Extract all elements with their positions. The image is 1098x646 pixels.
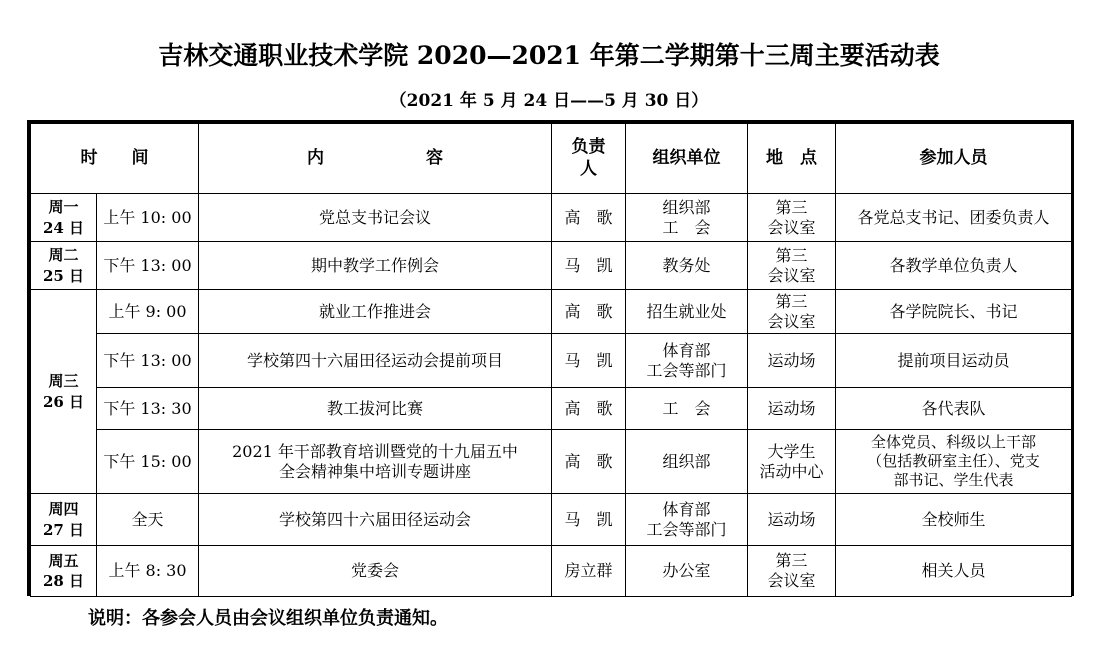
owner-cell: 马 凯 [552, 334, 626, 388]
place-cell: 运动场 [748, 334, 836, 388]
schedule-table [30, 123, 1072, 597]
time-cell: 下午 13: 30 [97, 388, 199, 430]
header-time: 时 间 [31, 124, 199, 194]
table-row [31, 242, 1072, 290]
owner-cell: 高 歌 [552, 194, 626, 242]
org-cell: 组织部 工 会 [626, 194, 748, 242]
owner-cell: 高 歌 [552, 290, 626, 334]
day-cell: 周二 25 日 [31, 242, 97, 290]
org-cell: 办公室 [626, 546, 748, 597]
content-cell: 就业工作推进会 [199, 290, 552, 334]
place-cell: 大学生 活动中心 [748, 430, 836, 494]
participants-cell: 各教学单位负责人 [836, 242, 1072, 290]
table-row [31, 494, 1072, 546]
participants-cell: 各代表队 [836, 388, 1072, 430]
table-row [31, 430, 1072, 494]
participants-cell: 提前项目运动员 [836, 334, 1072, 388]
header-participants: 参加人员 [836, 124, 1072, 194]
participants-cell: 各学院院长、书记 [836, 290, 1072, 334]
org-cell: 组织部 [626, 430, 748, 494]
header-org: 组织单位 [626, 124, 748, 194]
time-cell: 下午 13: 00 [97, 334, 199, 388]
participants-cell: 全体党员、科级以上干部 （包括教研室主任）、党支 部书记、学生代表 [836, 430, 1072, 494]
place-cell: 第三 会议室 [748, 194, 836, 242]
footnote: 说明：各参会人员由会议组织单位负责通知。 [88, 608, 448, 629]
participants-cell: 全校师生 [836, 494, 1072, 546]
place-cell: 第三 会议室 [748, 290, 836, 334]
table-row [31, 194, 1072, 242]
content-cell: 学校第四十六届田径运动会 [199, 494, 552, 546]
content-cell: 党委会 [199, 546, 552, 597]
time-cell: 全天 [97, 494, 199, 546]
content-cell: 期中教学工作例会 [199, 242, 552, 290]
time-cell: 上午 10: 00 [97, 194, 199, 242]
content-cell: 学校第四十六届田径运动会提前项目 [199, 334, 552, 388]
day-cell: 周五 28 日 [31, 546, 97, 597]
owner-cell: 马 凯 [552, 242, 626, 290]
owner-cell: 马 凯 [552, 494, 626, 546]
day-cell: 周四 27 日 [31, 494, 97, 546]
header-row [31, 124, 1072, 194]
content-cell: 教工拔河比赛 [199, 388, 552, 430]
table-row [31, 334, 1072, 388]
org-cell: 工 会 [626, 388, 748, 430]
table-row [31, 546, 1072, 597]
time-cell: 上午 9: 00 [97, 290, 199, 334]
day-cell: 周三 26 日 [31, 290, 97, 494]
org-cell: 招生就业处 [626, 290, 748, 334]
day-cell: 周一 24 日 [31, 194, 97, 242]
content-cell: 2021 年干部教育培训暨党的十九届五中 全会精神集中培训专题讲座 [199, 430, 552, 494]
owner-cell: 高 歌 [552, 388, 626, 430]
place-cell: 第三 会议室 [748, 242, 836, 290]
time-cell: 下午 13: 00 [97, 242, 199, 290]
owner-cell: 高 歌 [552, 430, 626, 494]
page-title: 吉林交通职业技术学院 2020—2021 年第二学期第十三周主要活动表 [158, 41, 940, 70]
table-row [31, 388, 1072, 430]
org-cell: 教务处 [626, 242, 748, 290]
header-content: 内 容 [199, 124, 552, 194]
header-place: 地 点 [748, 124, 836, 194]
table-row [31, 290, 1072, 334]
org-cell: 体育部 工会等部门 [626, 334, 748, 388]
date-range: （2021 年 5 月 24 日——5 月 30 日） [389, 91, 709, 111]
header-owner: 负责人 [552, 124, 626, 194]
owner-cell: 房立群 [552, 546, 626, 597]
place-cell: 运动场 [748, 494, 836, 546]
place-cell: 运动场 [748, 388, 836, 430]
participants-cell: 各党总支书记、团委负责人 [836, 194, 1072, 242]
content-cell: 党总支书记会议 [199, 194, 552, 242]
participants-cell: 相关人员 [836, 546, 1072, 597]
org-cell: 体育部 工会等部门 [626, 494, 748, 546]
place-cell: 第三 会议室 [748, 546, 836, 597]
time-cell: 下午 15: 00 [97, 430, 199, 494]
time-cell: 上午 8: 30 [97, 546, 199, 597]
